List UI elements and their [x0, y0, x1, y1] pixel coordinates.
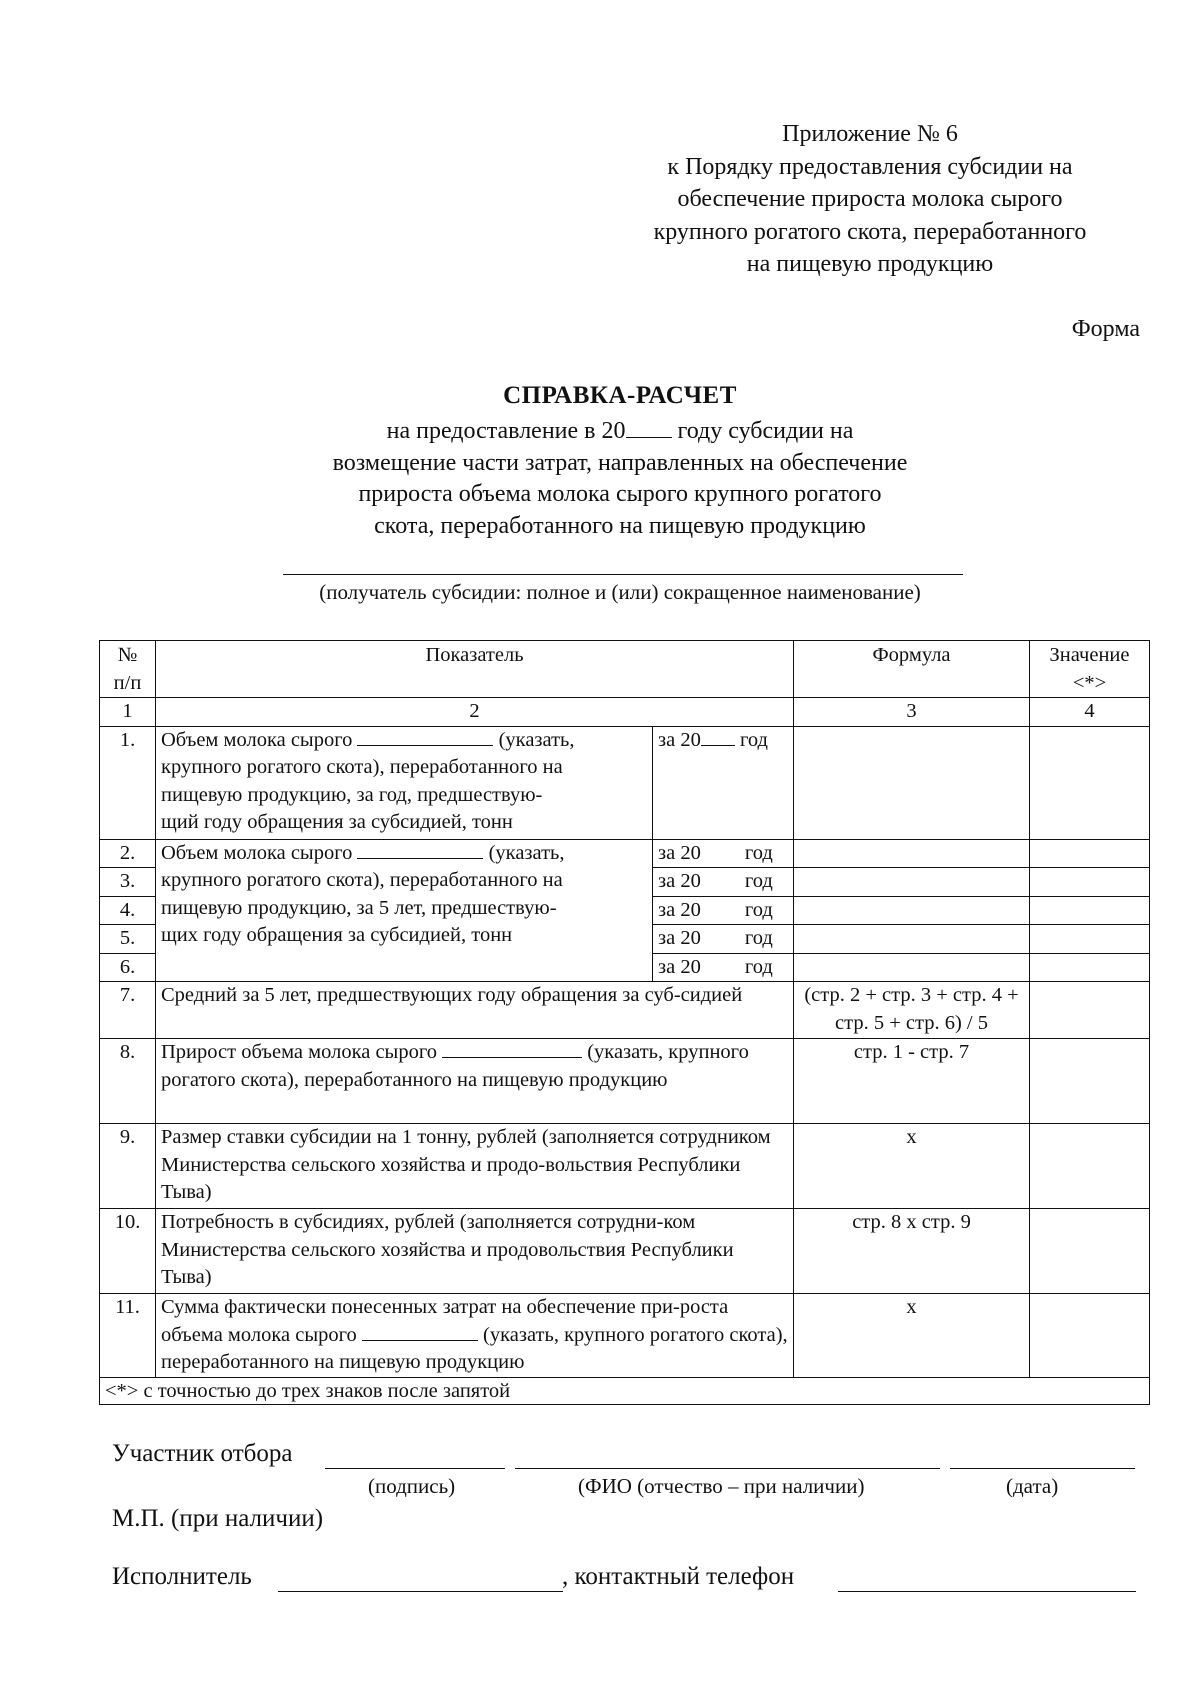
value-cell[interactable] [1030, 896, 1150, 925]
year-cell: за 20 год [653, 896, 794, 925]
recipient-name-field[interactable] [283, 574, 963, 575]
value-cell[interactable] [1030, 982, 1150, 1039]
header-indicator: Показатель [156, 641, 794, 698]
table-row [100, 839, 1150, 868]
row-num: 6. [100, 953, 156, 982]
formula-cell [794, 953, 1030, 982]
column-numbers-row [100, 698, 1150, 727]
row-num: 8. [100, 1039, 156, 1124]
row-num: 2. [100, 839, 156, 868]
col-number-2: 2 [156, 698, 794, 727]
row-num: 1. [100, 726, 156, 839]
signature-field[interactable] [325, 1468, 505, 1469]
formula-cell [794, 726, 1030, 839]
footnote-row [100, 1378, 1150, 1405]
header-value: Значение <*> [1030, 641, 1150, 698]
value-cell[interactable] [1030, 839, 1150, 868]
year-cell: за 20 год [653, 839, 794, 868]
table-row [100, 1294, 1150, 1378]
subtitle-line-4: скота, переработанного на пищевую продукцию [374, 512, 866, 539]
document-title: СПРАВКА-РАСЧЕТ [503, 382, 737, 409]
calculation-table [99, 640, 1150, 1405]
formula-cell: стр. 1 - стр. 7 [794, 1039, 1030, 1124]
row-num: 4. [100, 896, 156, 925]
executor-field[interactable] [278, 1591, 563, 1592]
row-indicator: Объем молока сырого (указать, крупного рогатого скота), переработанного на пищевую продукцию, за 5 лет, предшествую- щих году обращения за субсидией, тонн [156, 839, 653, 982]
table-row [100, 1039, 1150, 1124]
row-num: 5. [100, 925, 156, 954]
table-row [100, 1124, 1150, 1209]
row-indicator: Сумма фактически понесенных затрат на обеспечение при-роста объема молока сырого (указать, крупного рогатого скота), переработанного на пищевую продукцию [156, 1294, 794, 1378]
col-number-3: 3 [794, 698, 1030, 727]
row-indicator: Средний за 5 лет, предшествующих году обращения за суб-сидией [156, 982, 794, 1039]
row-num: 7. [100, 982, 156, 1039]
formula-cell: x [794, 1124, 1030, 1209]
phone-label: , контактный телефон [562, 1563, 795, 1590]
annex-line-2: к Порядку предоставления субсидии на [667, 153, 1073, 180]
formula-cell [794, 868, 1030, 897]
value-cell[interactable] [1030, 1294, 1150, 1378]
year-cell: за 20 год [653, 953, 794, 982]
document-subtitle [0, 416, 1200, 542]
fio-field[interactable] [515, 1468, 940, 1469]
year-cell: за 20 год [653, 868, 794, 897]
fio-caption: (ФИО (отчество – при наличии) [578, 1474, 865, 1498]
table-row [100, 982, 1150, 1039]
annex-line-3: обеспечение прироста молока сырого [677, 186, 1063, 212]
signature-caption: (подпись) [368, 1474, 456, 1498]
subtitle-line-3: прироста объема молока сырого крупного рогатого [358, 481, 882, 507]
annex-line-4: крупного рогатого скота, переработанного [653, 218, 1087, 245]
header-formula: Формула [794, 641, 1030, 698]
year-cell: за 20 год [653, 726, 794, 839]
annex-line-5: на пищевую продукцию [746, 251, 994, 277]
phone-field[interactable] [838, 1591, 1136, 1592]
year-input[interactable] [701, 727, 735, 746]
table-header-row [100, 641, 1150, 698]
participant-label: Участник отбора [112, 1440, 293, 1467]
row-indicator: Потребность в субсидиях, рублей (заполняется сотрудни-ком Министерства сельского хозяйства и продовольствия Республики Тыва) [156, 1209, 794, 1294]
recipient-caption: (получатель субсидии: полное и (или) сокращенное наименование) [319, 580, 921, 604]
date-caption: (дата) [1006, 1474, 1059, 1498]
date-field[interactable] [950, 1468, 1135, 1469]
header-num: № п/п [100, 641, 156, 698]
formula-cell: (стр. 2 + стр. 3 + стр. 4 + стр. 5 + стр. 6) / 5 [794, 982, 1030, 1039]
product-blank[interactable] [362, 1322, 478, 1341]
stamp-label: М.П. (при наличии) [112, 1505, 324, 1532]
subtitle-line-1: на предоставление в 20 году субсидии на [386, 418, 854, 444]
row-num: 3. [100, 868, 156, 897]
executor-label: Исполнитель [112, 1563, 252, 1590]
value-cell[interactable] [1030, 925, 1150, 954]
formula-cell: x [794, 1294, 1030, 1378]
formula-cell [794, 896, 1030, 925]
value-cell[interactable] [1030, 1124, 1150, 1209]
table-row [100, 1209, 1150, 1294]
row-num: 11. [100, 1294, 156, 1378]
col-number-4: 4 [1030, 698, 1150, 727]
formula-cell: стр. 8 x стр. 9 [794, 1209, 1030, 1294]
product-blank[interactable] [357, 727, 493, 746]
value-cell[interactable] [1030, 868, 1150, 897]
year-cell: за 20 год [653, 925, 794, 954]
form-label: Форма [1071, 316, 1140, 342]
annex-header [600, 118, 1140, 281]
row-indicator: Прирост объема молока сырого (указать, крупного рогатого скота), переработанного на пищевую продукцию [156, 1039, 794, 1124]
product-blank[interactable] [357, 840, 483, 859]
table-row [100, 726, 1150, 839]
row-indicator: Объем молока сырого (указать, крупного рогатого скота), переработанного на пищевую продукцию, за год, предшествую- щий году обращения за субсидией, тонн [156, 726, 653, 839]
value-cell[interactable] [1030, 1209, 1150, 1294]
subtitle-line-2: возмещение части затрат, направленных на обеспечение [332, 449, 908, 476]
row-num: 9. [100, 1124, 156, 1209]
annex-line-1: Приложение № 6 [782, 121, 958, 147]
value-cell[interactable] [1030, 1039, 1150, 1124]
col-number-1: 1 [100, 698, 156, 727]
footnote: <*> с точностью до трех знаков после запятой [100, 1378, 1150, 1405]
formula-cell [794, 925, 1030, 954]
year-blank[interactable] [626, 419, 672, 438]
value-cell[interactable] [1030, 726, 1150, 839]
formula-cell [794, 839, 1030, 868]
product-blank[interactable] [442, 1039, 582, 1058]
value-cell[interactable] [1030, 953, 1150, 982]
row-indicator: Размер ставки субсидии на 1 тонну, рублей (заполняется сотрудником Министерства сельского хозяйства и продо-вольствия Республики Тыва) [156, 1124, 794, 1209]
row-num: 10. [100, 1209, 156, 1294]
